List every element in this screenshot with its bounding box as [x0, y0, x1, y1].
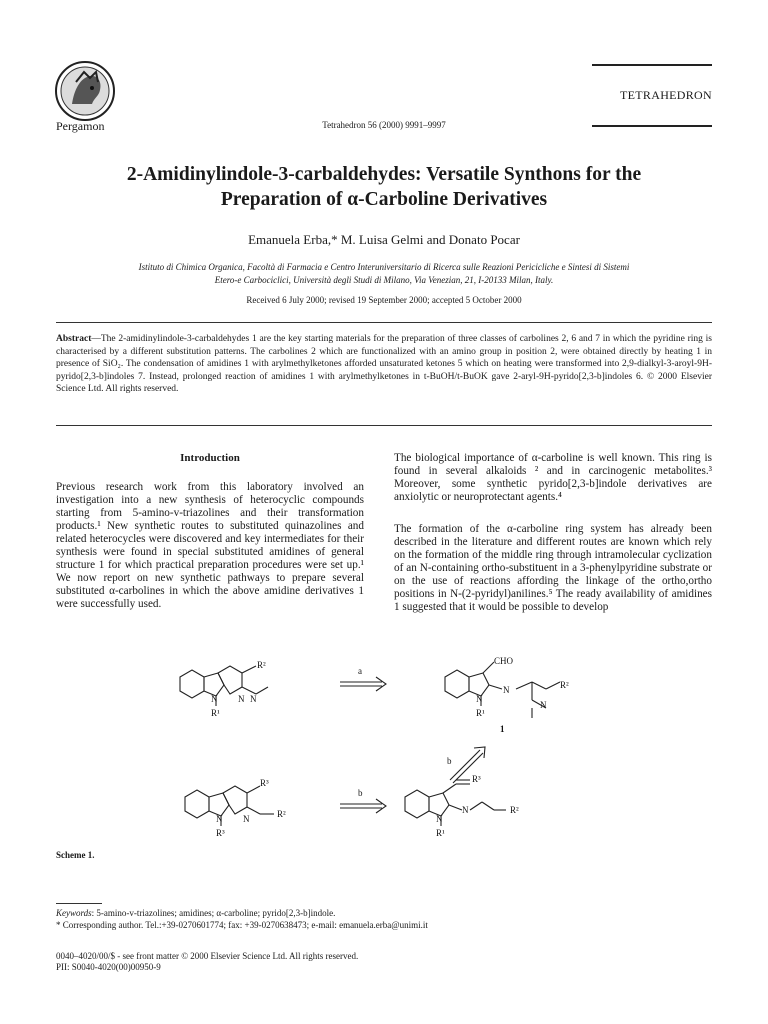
label-n-c2: N [243, 814, 250, 824]
scheme-label: Scheme 1. [56, 850, 95, 860]
keywords [56, 908, 716, 919]
arrow-a-label: a [358, 666, 362, 676]
scheme-1-figure [160, 652, 630, 852]
front-matter-line: 0040–4020/00/$ - see front matter © 2000 Elsevier Science Ltd. All rights reserved. [56, 951, 359, 961]
label-cho: CHO [494, 656, 514, 666]
label-compound-1: 1 [500, 724, 505, 734]
abstract-rule-bottom [56, 425, 712, 426]
keywords-text: : 5-amino-v-triazolines; amidines; α-carboline; pyrido[2,3-b]indole. [91, 908, 336, 918]
label-n-c1: N [216, 814, 223, 824]
front-matter [56, 951, 358, 973]
arrow-b-diagonal-label: b [447, 756, 452, 766]
label-r1-a: R¹ [211, 708, 220, 718]
label-r2-b: R² [560, 680, 569, 690]
label-r3-c: R³ [260, 778, 269, 788]
structure-alkylcarboline [185, 786, 274, 826]
label-r1-b: R¹ [476, 708, 485, 718]
intro-paragraph-1: Previous research work from this laboratory involved an investigation into a new synthesis of heterocyclic compounds starting from 5-amino-v-triazolines and their transformation products.¹ New synthetic routes to substituted quinazolines and related heterocycles were discovered and key intermediates for their synthesis were found in special substituted amidines of general structure 1 for which practical preparation procedures were set up.¹ We now report on new synthetic pathways to prepare several substituted α-carbolines in which the above amidine derivatives 1 were successfully used. [56, 481, 364, 610]
abstract-label: Abstract [56, 334, 92, 344]
corresponding-author: * Corresponding author. Tel.:+39-0270601774; fax: +39-0270638473; e-mail: emanuela.erba@unimi.it [56, 920, 428, 930]
label-r2-d: R² [510, 805, 519, 815]
pii-line: PII: S0040-4020(00)00950-9 [56, 962, 161, 972]
label-n-b3: N [540, 700, 547, 710]
abstract-rule-top [56, 322, 712, 323]
section-heading-introduction: Introduction [180, 452, 240, 464]
label-n-b1: N [476, 694, 483, 704]
label-n-a1: N [211, 694, 218, 704]
article-title [40, 162, 728, 212]
abstract [56, 333, 712, 396]
publisher-name: Pergamon [56, 119, 105, 133]
title-line-2: Preparation of α-Carboline Derivatives [220, 189, 548, 210]
arrow-a [340, 677, 386, 691]
received-dates: Received 6 July 2000; revised 19 September 2000; accepted 5 October 2000 [246, 295, 522, 305]
label-n-a3: N [250, 694, 257, 704]
label-n-b2: N [503, 685, 510, 695]
label-n-a2: N [238, 694, 245, 704]
label-r3-c2: R³ [216, 828, 225, 838]
label-r2-c: R² [277, 809, 286, 819]
label-r2-a: R² [257, 660, 266, 670]
keywords-label: Keywords [56, 908, 92, 918]
intro-paragraph-3: The formation of the α-carboline ring system has already been described in the literature and different routes are known which rely on the formation of the middle ring through intramolecular cyclization of an N-containing ortho-substituent in a 3-phenylpyridine substrate or on the use of reactions affording the linkage of the ortho,ortho positions in N-(2-pyridyl)anilines.⁵ The ready availability of amidines 1 suggested that it would be possible to develop [394, 523, 712, 613]
label-n-d2: N [462, 805, 469, 815]
label-r3-d: R³ [472, 774, 481, 784]
title-line-1: 2-Amidinylindole-3-carbaldehydes: Versatile Synthons for the [126, 164, 642, 185]
affiliation-line-2: Etero-e Carbociclici, Università degli Studi di Milano, Via Venezian, 21, I-20133 Milan, Italy. [214, 275, 554, 285]
header-rule-top [592, 64, 712, 66]
label-n-d1: N [436, 814, 443, 824]
label-r1-d: R¹ [436, 828, 445, 838]
affiliation-line-1: Istituto di Chimica Organica, Facoltà di Farmacia e Centro Interuniversitario di Ricerca sulle Reazioni Pericicliche e Sintesi di Sistemi [138, 262, 630, 272]
intro-paragraph-2: The biological importance of α-carboline is well known. This ring is found in several alkaloids ² and in carcinogenic metabolites.³ Moreover, some synthetic pyrido[2,3-b]indole derivatives are anxiolytic or neuroprotectant agents.⁴ [394, 452, 712, 503]
abstract-text: —The 2-amidinylindole-3-carbaldehydes 1 are the key starting materials for the preparation of three classes of carbolines 2, 6 and 7 in which the pyridine ring is characterised by a different substitution patterns. The carbolines 2 which are functionalized with an amino group in position 2, were obtained directly by heating 1 in presence of SiO₂. The condensation of amidines 1 with arylmethylketones afforded unsaturated ketones 5 which on heating were transformed into 2,9-dialkyl-3-aroyl-9H-pyrido[2,3-b]indoles 7. Instead, prolonged reaction of amidines 1 with arylmethylketones in t-BuOH/t-BuOK gave 2-aryl-9H-pyrido[2,3-b]indoles 6. © 2000 Elsevier Science Ltd. All rights reserved. [56, 334, 712, 394]
header-rule-bottom [592, 125, 712, 127]
authors: Emanuela Erba,* M. Luisa Gelmi and Donato Pocar [248, 232, 520, 247]
journal-citation: Tetrahedron 56 (2000) 9991–9997 [322, 120, 446, 130]
structure-vinylindole [405, 780, 506, 826]
affiliation [50, 261, 718, 287]
arrow-b-horizontal-label: b [358, 788, 363, 798]
footnote-rule [56, 903, 102, 904]
publisher-logo [54, 60, 116, 122]
journal-name: TETRAHEDRON [620, 88, 712, 102]
arrow-b-horizontal [340, 799, 386, 813]
